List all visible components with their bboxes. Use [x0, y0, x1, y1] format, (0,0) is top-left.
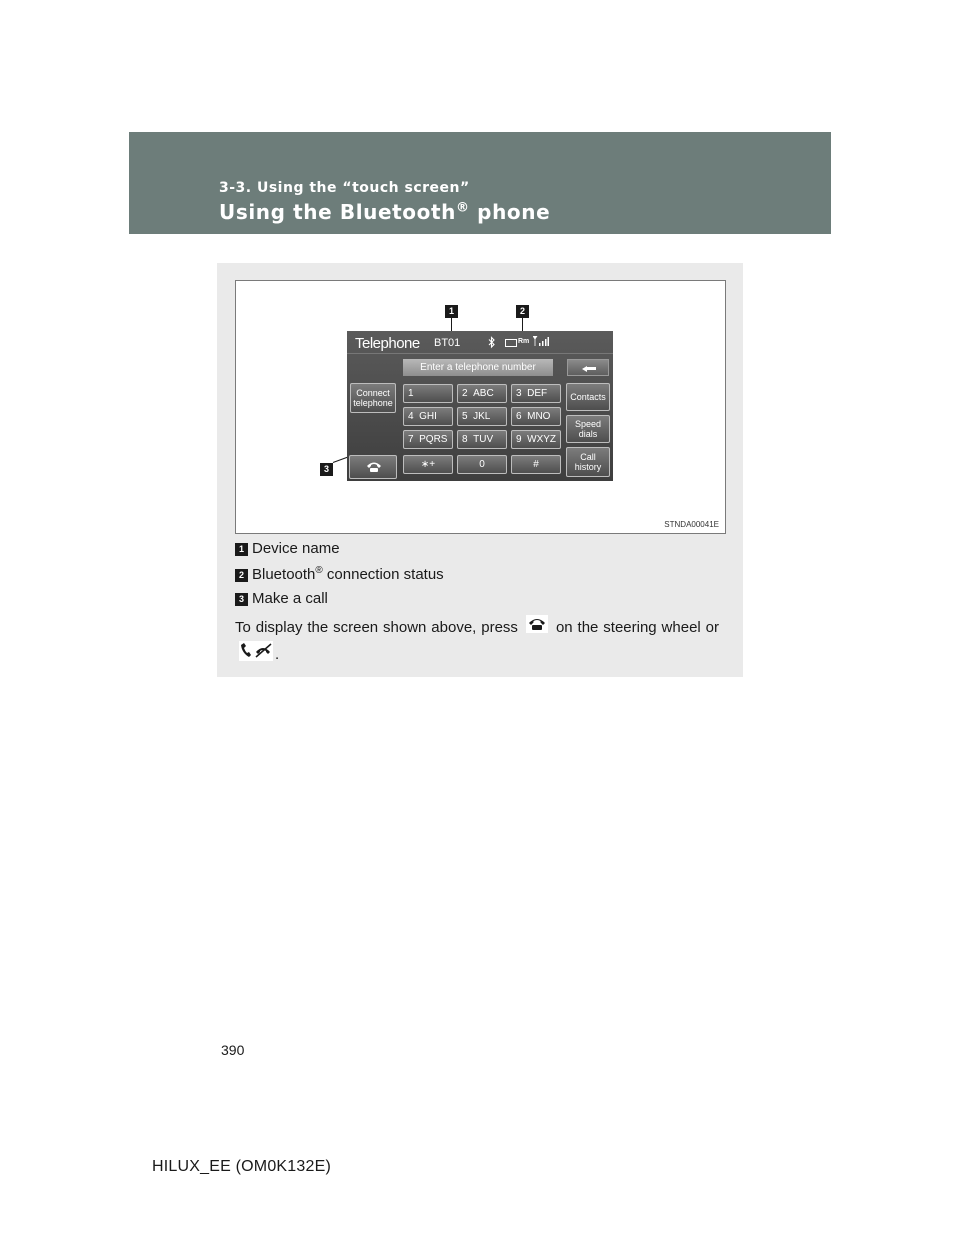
legend-number: 2	[235, 569, 248, 582]
legend-number: 3	[235, 593, 248, 606]
registered-mark: ®	[315, 565, 323, 576]
key-number: 3	[516, 388, 522, 399]
legend-item-2	[235, 565, 444, 583]
telephone-screen	[347, 331, 613, 481]
key-letters: MNO	[527, 411, 551, 422]
key-number: 9	[516, 434, 522, 445]
key-star-plus[interactable]: ∗+	[403, 455, 453, 474]
key-number: 5	[462, 411, 468, 422]
key-0[interactable]: 0	[457, 455, 507, 474]
make-call-button[interactable]	[349, 455, 397, 479]
key-number: 1	[408, 388, 414, 399]
key-number: 4	[408, 411, 414, 422]
callout-2: 2	[516, 305, 529, 318]
key-hash[interactable]: #	[511, 455, 561, 474]
title-text: Using the Bluetooth	[219, 200, 456, 224]
document-footer: HILUX_EE (OM0K132E)	[152, 1158, 331, 1175]
key-letters: JKL	[473, 411, 491, 422]
phone-button-icon	[526, 615, 548, 641]
speed-dials-button[interactable]: Speed dials	[566, 415, 610, 443]
key-1[interactable]	[403, 384, 453, 403]
callout-3-line	[333, 457, 348, 463]
key-letters: GHI	[419, 411, 437, 422]
callout-1: 1	[445, 305, 458, 318]
device-name: BT01	[434, 337, 461, 349]
instruction-text-2: on the steering wheel or	[555, 619, 719, 636]
roaming-indicator: Rm	[518, 338, 530, 345]
key-8[interactable]	[457, 430, 507, 449]
key-number: 8	[462, 434, 468, 445]
call-history-button[interactable]: Call history	[566, 447, 610, 477]
key-6[interactable]	[511, 407, 561, 426]
backspace-button[interactable]	[567, 359, 609, 376]
bluetooth-icon	[488, 336, 496, 349]
signal-strength-icon	[533, 336, 549, 346]
section-label: 3-3. Using the “touch screen”	[219, 180, 470, 196]
legend-text-rest: connection status	[322, 566, 444, 583]
instruction-text-3: .	[275, 646, 280, 663]
legend-text: Make a call	[252, 590, 328, 607]
legend-text: Device name	[252, 540, 340, 557]
figure-code: STNDA00041E	[664, 520, 719, 529]
figure	[235, 280, 726, 534]
phone-handset-icon	[366, 461, 382, 473]
key-letters: PQRS	[419, 434, 448, 445]
key-5[interactable]	[457, 407, 507, 426]
key-3[interactable]	[511, 384, 561, 403]
screen-title: Telephone	[355, 335, 420, 352]
chapter-header	[129, 132, 831, 234]
key-number: 2	[462, 388, 468, 399]
key-number: 6	[516, 411, 522, 422]
content-panel	[217, 263, 743, 677]
key-letters: WXYZ	[527, 434, 557, 445]
page-number: 390	[221, 1042, 245, 1058]
instruction-text-1: To display the screen shown above, press	[235, 619, 518, 636]
status-divider	[347, 353, 613, 354]
page-title	[219, 200, 550, 224]
key-2[interactable]	[457, 384, 507, 403]
instruction-paragraph	[235, 615, 719, 669]
legend-item-3	[235, 590, 328, 607]
key-letters: ABC	[473, 388, 494, 399]
battery-icon	[505, 339, 517, 347]
legend-number: 1	[235, 543, 248, 556]
key-number: 7	[408, 434, 414, 445]
legend-item-1	[235, 540, 340, 557]
key-7[interactable]	[403, 430, 453, 449]
number-entry-field[interactable]: Enter a telephone number	[403, 359, 553, 376]
callout-3: 3	[320, 463, 333, 476]
key-letters: TUV	[473, 434, 494, 445]
key-4[interactable]	[403, 407, 453, 426]
connect-telephone-button[interactable]: Connect telephone	[350, 383, 396, 413]
legend-text: Bluetooth	[252, 566, 316, 583]
title-registered-mark: ®	[456, 200, 470, 216]
title-end: phone	[469, 200, 551, 224]
contacts-button[interactable]: Contacts	[566, 383, 610, 411]
key-letters: DEF	[527, 388, 548, 399]
off-hook-switch-icon	[239, 641, 273, 669]
key-9[interactable]	[511, 430, 561, 449]
